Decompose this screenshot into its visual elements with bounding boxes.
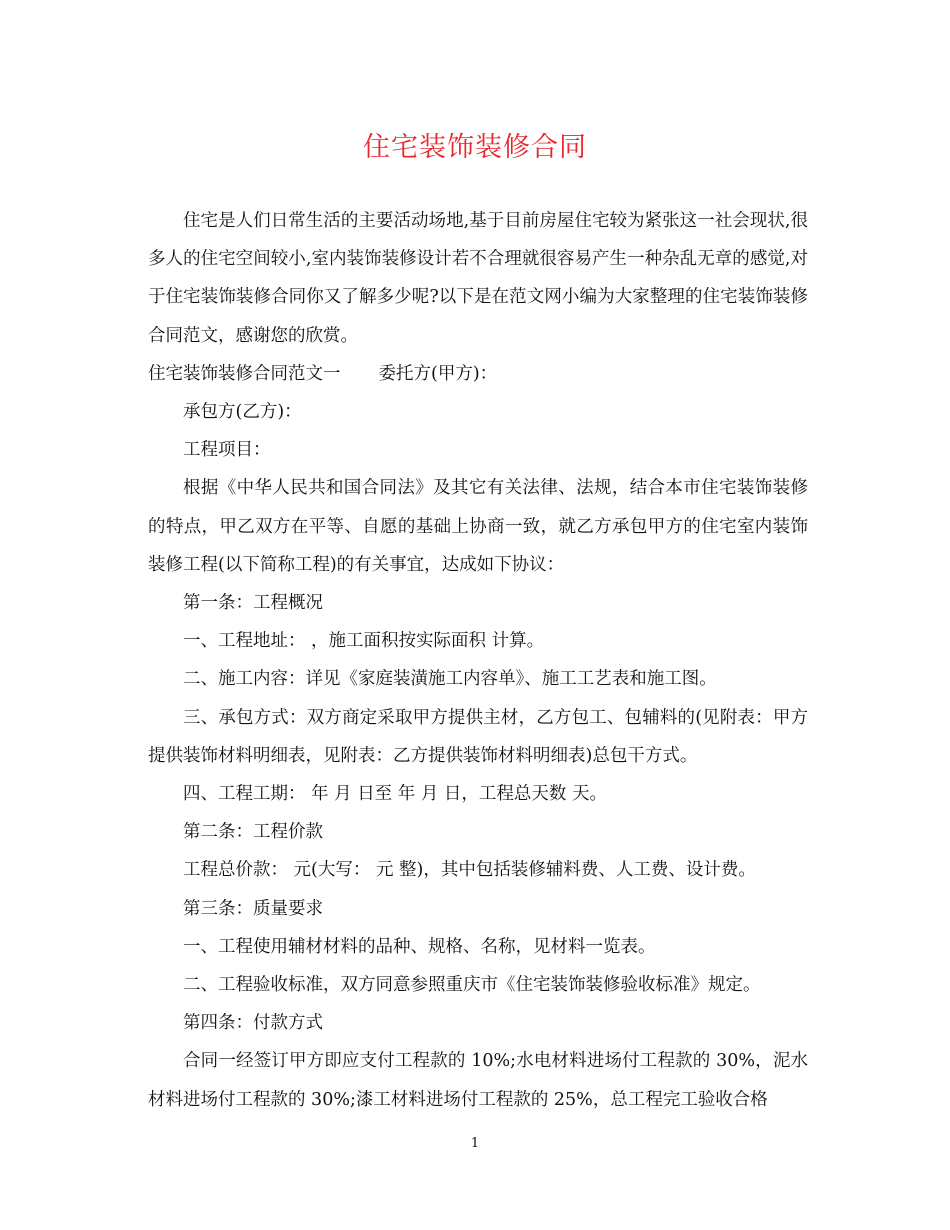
intro-paragraph: 住宅是人们日常生活的主要活动场地,基于目前房屋住宅较为紧张这一社会现状,很多人的住宅空间较小,室内装饰装修设计若不合理就很容易产生一种杂乱无章的感觉,对于住宅装饰装修合同你又了解多少呢?以下是在范文网小编为大家整理的住宅装饰装修合同范文，感谢您的欣赏。 bbox=[148, 211, 808, 346]
project-label: 工程项目： bbox=[183, 440, 271, 461]
party-b-label: 承包方(乙方)： bbox=[183, 402, 302, 423]
article-3-heading: 第三条：质量要求 bbox=[183, 898, 323, 919]
article-4-text: 合同一经签订甲方即应支付工程款的 10%;水电材料进场付工程款的 30%，泥水材料进场付工程款的 30%;漆工材料进场付工程款的 25%，总工程完工验收合格 bbox=[148, 1051, 808, 1110]
document-body bbox=[148, 202, 808, 1119]
article-1-item-3: 三、承包方式：双方商定采取甲方提供主材，乙方包工、包辅料的(见附表：甲方提供装饰材料明细表，见附表：乙方提供装饰材料明细表)总包干方式。 bbox=[148, 707, 808, 766]
article-2-heading: 第二条：工程价款 bbox=[183, 822, 323, 843]
sample-heading: 住宅装饰装修合同范文一 bbox=[148, 363, 341, 384]
article-1-item-4: 四、工程工期： 年 月 日至 年 月 日，工程总天数 天。 bbox=[183, 784, 607, 805]
article-3-item-2: 二、工程验收标准，双方同意参照重庆市《住宅装饰装修验收标准》规定。 bbox=[183, 975, 761, 996]
article-1-item-1: 一、工程地址： ，施工面积按实际面积 计算。 bbox=[183, 631, 545, 652]
document-title: 住宅装饰装修合同 bbox=[363, 132, 587, 163]
article-3-item-1: 一、工程使用辅材材料的品种、规格、名称，见材料一览表。 bbox=[183, 936, 656, 957]
article-2-text: 工程总价款： 元(大写： 元 整)，其中包括装修辅料费、人工费、设计费。 bbox=[183, 860, 756, 881]
party-a-label: 委托方(甲方)： bbox=[378, 363, 498, 384]
basis-paragraph: 根据《中华人民共和国合同法》及其它有关法律、法规，结合本市住宅装饰装修的特点，甲乙双方在平等、自愿的基础上协商一致，就乙方承包甲方的住宅室内装饰装修工程(以下简称工程)的有关事宜，达成如下协议： bbox=[148, 478, 808, 575]
article-1-item-2: 二、施工内容：详见《家庭装潢施工内容单》、施工工艺表和施工图。 bbox=[183, 669, 717, 690]
article-1-heading: 第一条：工程概况 bbox=[183, 593, 323, 614]
article-4-heading: 第四条：付款方式 bbox=[183, 1013, 323, 1034]
sample-heading-line bbox=[148, 355, 808, 393]
page-number: 1 bbox=[470, 1136, 480, 1151]
